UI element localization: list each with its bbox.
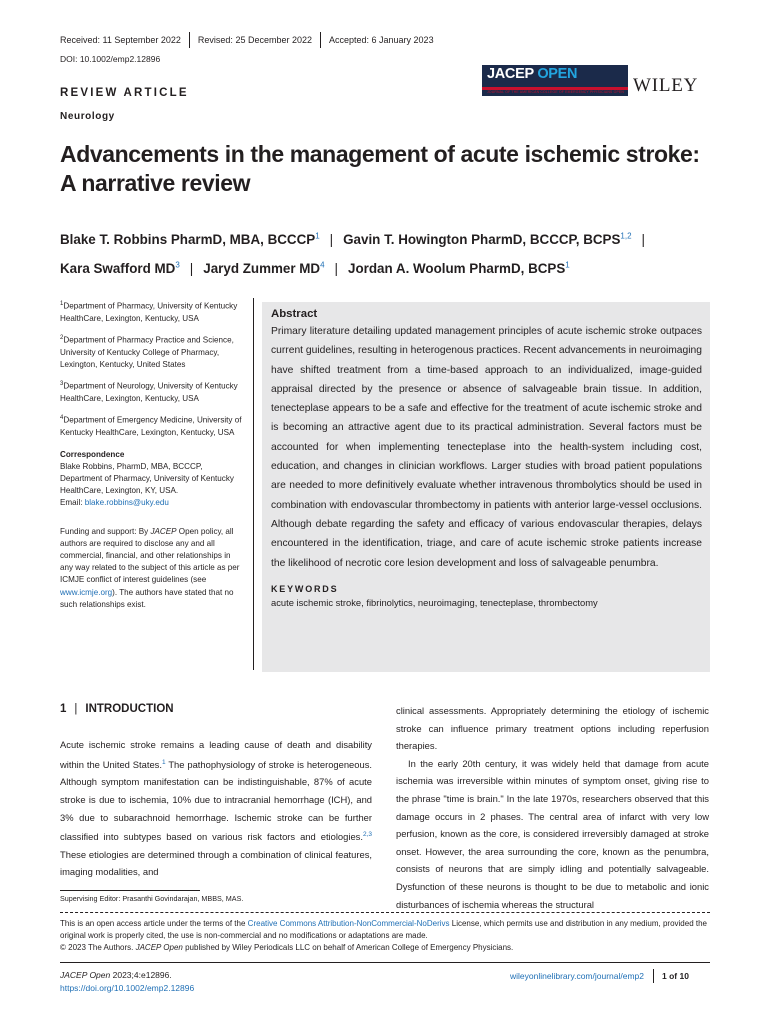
author: Jaryd Zummer $MD^4$ [203,260,325,276]
article-title: Advancements in the management of acute ischemic stroke: A narrative review [60,141,700,196]
footer-right [510,969,689,983]
paragraph: In the early 20th century, it was widely held that damage from acute ischemia was irreversible within minutes of symptom onset, giving rise to the phrase "time is brain." In the late 1970s, researchers observed that this damage occurs in 2 phases. The central area of infarct with very low perfusion, known as the core, is considered irreversibly damaged at stroke onset. However, the area surrounding the core, known as the penumbra, consists of neurons that are simply idling and potentially salvageable. Dysfunction of these neurons is thought to be due to metabolic and ionic disturbances of ischemia whereas the structural [396,757,709,910]
footer-rule [60,962,710,963]
affiliation-ref[interactable]: 4 [320,260,325,270]
body-column-right [396,702,709,913]
divider [320,32,321,48]
section-heading: 1 | INTRODUCTION [60,703,174,715]
license-link[interactable]: Creative Commons Attribution-NonCommercial-NoDerivs [247,919,450,928]
doi: DOI: 10.1002/emp2.12896 [60,54,161,64]
email-link[interactable]: blake.robbins@uky.edu [84,498,169,508]
revised-date: Revised: 25 December 2022 [197,35,312,45]
journal-logo-text: JACEP OPEN [487,66,578,82]
affiliation-ref[interactable]: 1 [565,260,570,270]
footnote-rule [60,890,200,891]
affiliation-ref[interactable]: 1 [315,232,320,241]
icmje-link[interactable]: www.icmje.org [60,587,113,597]
sidebar-info [60,298,245,611]
article-section: Neurology [60,111,115,122]
funding-statement: Funding and support: By JACEP Open policy, all authors are required to disclose any and all commercial, financial, and other relationships in any way related to the subject of this article as per ICMJE conflict of interest guidelines (see www.icmje.org). The authors have stated that no such relationships exist. [60,526,240,609]
body-column-left: Acute ischemic stroke remains a leading cause of death and disability within the United States.$^1$ The pathophysiology of stroke is heterogeneous. Although symptom manifestation can be indistinguishable, 87% of acute stroke is due to ischemia, 10% due to intracranial hemorrhage (ICH), and 3% due to subarachnoid hemorrhage. Ischemic stroke can be further classified into subtypes based on various risk factors and etiologies.$^{2,3}$ These etiologies are determined through a combination of clinical features, imaging modalities, and [60,739,372,878]
affiliation: $^3$Department of Neurology, University of Kentucky HealthCare, Lexington, Kentucky, USA [60,381,238,404]
divider [653,969,654,983]
abstract-box [262,302,710,672]
citation-ref[interactable]: 1 [161,758,166,766]
paragraph: clinical assessments. Appropriately determining the etiology of ischemic stroke can influence primary treatment options including reperfusion therapies. [396,705,709,752]
affiliation: $^2$Department of Pharmacy Practice and Science, University of Kentucky College of Pharmacy, Lexington, Kentucky, United States [60,335,234,370]
keywords: acute ischemic stroke, fibrinolytics, neuroimaging, tenecteplase, thrombectomy [271,596,598,608]
affiliation: $^4$Department of Emergency Medicine, University of Kentucky HealthCare, Lexington, Kentucky, USA [60,415,242,438]
license-text: This is an open access article under the terms of the Creative Commons Attribution-NonCommercial-NoDerivs License, which permits use and distribution in any medium, provided the original work is properly cited, the use is non-commercial and no modifications or adaptations are made. © 2023 The Authors. JACEP Open published by Wiley Periodicals LLC on behalf of American College of Emergency Physicians. [60,919,707,953]
received-date: Received: 11 September 2022 [60,35,181,45]
divider [189,32,190,48]
correspondence-heading: Correspondence [60,449,125,459]
article-type: REVIEW ARTICLE [60,87,189,99]
article-dates [60,33,434,48]
dashed-separator [60,912,710,913]
keywords-heading: KEYWORDS [271,583,339,594]
author: Kara Swafford $MD^3$ [60,260,180,276]
journal-logo-subtitle: JOURNAL OF THE AMERICAN COLLEGE OF EMERGENCY PHYSICIANS OPEN [487,90,625,94]
journal-logo [482,65,628,96]
affiliation-ref[interactable]: 3 [175,260,180,270]
footer-citation: JACEP Open 2023;4:e12896. https://doi.org/10.1002/emp2.12896 [60,970,195,993]
accepted-date: Accepted: 6 January 2023 [329,35,434,45]
abstract-body: Primary literature detailing updated management principles of acute ischemic stroke outpaces current guidelines, resulting in heterogenous practices. Recent advancements in neuroimaging have shifted treatment from a time-based approach to an individualized, image-guided appraisal directed by the presence or absence of salvageable brain tissue. In addition, tenecteplase appears to be a safe and effective for the treatment of acute ischemic stroke and is becoming an attractive agent due to its practical administration. Several factors must be accounted for when implementing tenecteplase into the health-system including cost, education, and changes in clinician workflows. Larger studies with broad patient populations are needed to more definitively evaluate whether intravenous thrombolytics should be used in combination with endovascular thrombectomy in patients with anterior large-vessel occlusions. Although debate regarding the safety and efficacy of various endovascular therapies, delays encountered in the identification, triage, and care of acute ischemic stroke patients increase the likelihood of necrotic core lesion development and loss of salvageable penumbra. [271,326,703,569]
affiliation-ref[interactable]: 1,2 [620,232,632,241]
publisher-logo: WILEY [633,75,699,96]
footnote: Supervising Editor: Prasanthi Govindarajan, MBBS, MAS. [60,894,244,903]
author: Blake T. Robbins PharmD, MBA, BCCCP$^1$ [60,232,320,248]
column-divider [253,298,254,670]
correspondence-text: Blake Robbins, PharmD, MBA, BCCCP, Department of Pharmacy, University of Kentucky HealthCare, Lexington, KY, USA. Email: blake.robbins@uky.edu [60,461,234,508]
affiliation: $^1$Department of Pharmacy, University of Kentucky HealthCare, Lexington, Kentucky, USA [60,301,238,323]
author: Jordan A. Woolum PharmD, BCPS$^1$ [348,260,570,276]
abstract-heading: Abstract [271,308,318,320]
author-list: Blake T. Robbins PharmD, MBA, BCCCP$^1$ | Gavin T. Howington PharmD, BCCCP, BCPS$^{1,2}$ | Kara Swafford $MD^3$ | Jaryd Zummer $MD^4$ | Jordan A. Woolum PharmD, BCPS$^1$ [60,232,646,276]
page-number: 1 of 10 [662,971,689,981]
author: Gavin T. Howington PharmD, BCCCP, BCPS$^{1,2}$ [343,232,632,248]
citation-ref[interactable]: 2,3 [362,831,372,839]
journal-site-link[interactable]: wileyonlinelibrary.com/journal/emp2 [510,971,645,981]
doi-link[interactable]: https://doi.org/10.1002/emp2.12896 [60,983,195,993]
